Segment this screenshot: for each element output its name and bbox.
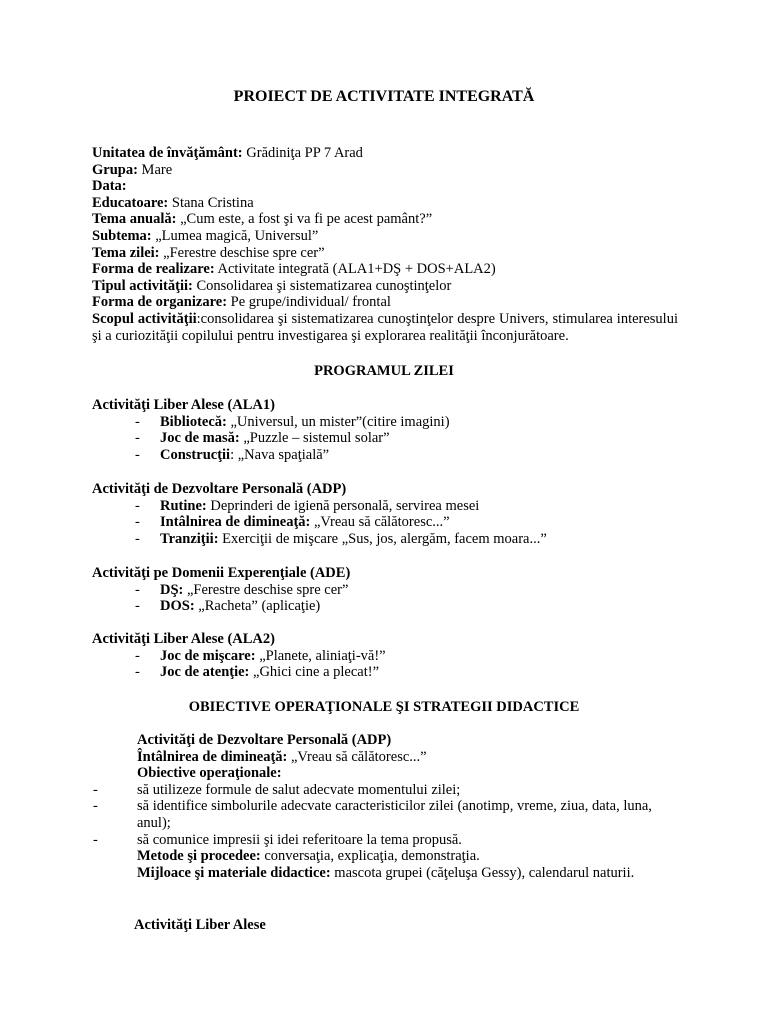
list-item: - Intâlnirea de dimineaţă: „Vreau să călătoresc...” (135, 514, 450, 531)
obiective-section (93, 732, 679, 881)
list-item: - Joc de atenţie: „Ghici cine a plecat!” (135, 664, 380, 681)
meta-forma-realizare: Forma de realizare: Activitate integrată (ALA1+DŞ + DOS+ALA2) (92, 261, 496, 278)
list-item: - să utilizeze formule de salut adecvate momentului zilei; (93, 781, 461, 798)
list-item: - să identifice simbolurile adecvate caracteristicilor zilei (anotimp, vreme, ziua, data, luna, anul); (93, 798, 652, 831)
group-heading: Activităţi pe Domenii Experenţiale (ADE) (92, 565, 351, 581)
metode-line: Metode şi procedee: conversaţia, explicaţia, demonstraţia. (137, 848, 480, 865)
meta-scopul: Scopul activităţii:consolidarea şi sistematizarea cunoştinţelor despre Univers, stimularea interesului şi a curiozităţii copilului pentru investigarea şi explorarea realităţii înconjurătoare. (92, 310, 678, 344)
list-item: - Bibliotecă: „Universul, un mister”(citire imagini) (135, 413, 450, 430)
list-item: - să comunice impresii şi idei referitoare la tema propusă. (93, 831, 462, 848)
group-heading: Activităţi Liber Alese (ALA1) (92, 397, 275, 413)
list-item: - Construcţii: „Nava spaţială” (135, 446, 330, 463)
meta-tema-anuala: Tema anuală: „Cum este, a fost şi va fi pe acest pamânt?” (92, 211, 433, 228)
list-item: - Joc de masă: „Puzzle – sistemul solar” (135, 430, 390, 447)
meta-grupa: Grupa: Mare (92, 161, 173, 178)
list-item: - Rutine: Deprinderi de igienă personală, servirea mesei (135, 497, 480, 514)
meta-tema-zilei: Tema zilei: „Ferestre deschise spre cer” (92, 244, 325, 261)
meta-tipul: Tipul activităţii: Consolidarea şi sistematizarea cunoştinţelor (92, 277, 452, 294)
group-heading: Activităţi de Dezvoltare Personală (ADP) (92, 481, 347, 497)
obiective-title: OBIECTIVE OPERAŢIONALE ŞI STRATEGII DIDACTICE (188, 699, 580, 715)
program-group-ala1 (92, 397, 692, 463)
meta-subtema: Subtema: „Lumea magică, Universul” (92, 227, 319, 244)
project-details (92, 145, 678, 344)
adp-heading: Activităţi de Dezvoltare Personală (ADP) (137, 732, 392, 748)
meta-forma-organizare: Forma de organizare: Pe grupe/individual/ frontal (92, 294, 391, 311)
ala-heading: Activităţi Liber Alese (134, 917, 266, 933)
list-item: - Joc de mişcare: „Planete, aliniaţi-vă!” (135, 647, 386, 664)
mijloace-line: Mijloace şi materiale didactice: mascota grupei (căţeluşa Gessy), calendarul naturii. (137, 864, 635, 881)
obiective-label: Obiective operaţionale: (137, 765, 282, 782)
meta-data: Data: (92, 178, 127, 195)
programul-title: PROGRAMUL ZILEI (314, 363, 454, 379)
list-item: - Tranziţii: Exerciţii de mişcare „Sus, jos, alergăm, facem moara...” (135, 530, 547, 547)
meta-unitate: Unitatea de învăţământ: Grădiniţa PP 7 Arad (92, 145, 363, 161)
program-group-ala2 (92, 631, 692, 681)
document-title: PROIECT DE ACTIVITATE INTEGRATĂ (233, 88, 535, 105)
meta-educatoare: Educatoare: Stana Cristina (92, 194, 254, 211)
list-item: - DŞ: „Ferestre deschise spre cer” (135, 581, 349, 598)
group-heading: Activităţi Liber Alese (ALA2) (92, 631, 275, 647)
program-group-ade (92, 565, 692, 615)
program-group-adp (92, 481, 692, 547)
list-item: - DOS: „Racheta” (aplicaţie) (135, 598, 321, 615)
intalnire-line: Întâlnirea de dimineaţă: „Vreau să călătoresc...” (137, 748, 427, 765)
